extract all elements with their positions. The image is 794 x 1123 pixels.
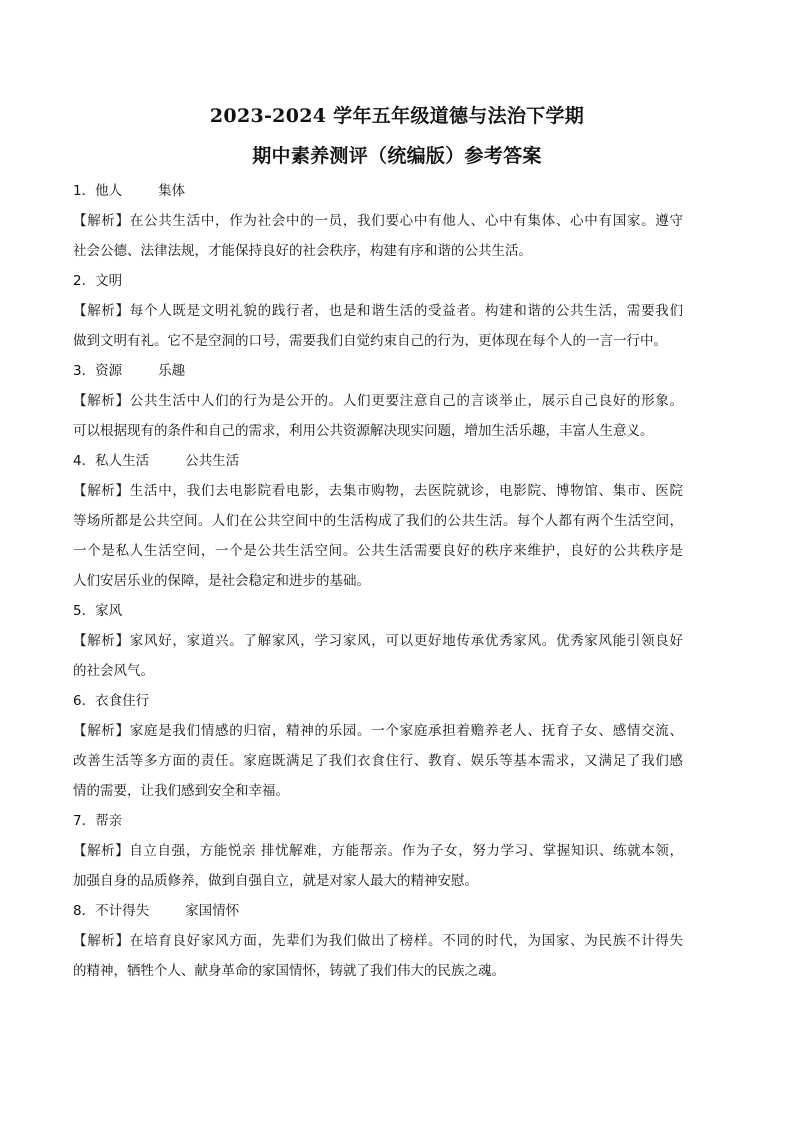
answer-text: 私人生活 bbox=[95, 453, 150, 469]
analysis-block bbox=[73, 476, 683, 596]
answer-text: 帮亲 bbox=[95, 813, 123, 829]
answer-row bbox=[73, 806, 683, 836]
answer-text: 资源 bbox=[95, 363, 123, 379]
analysis-line: 的精神，牺牲个人、献身革命的家国情怀，铸就了我们伟大的民族之魂。 bbox=[73, 963, 505, 979]
answer-row bbox=[73, 896, 683, 926]
analysis-line: 情的需要，让我们感到安全和幸福。 bbox=[73, 783, 289, 799]
answer-text: 不计得失 bbox=[95, 903, 150, 919]
answer-number: 6． bbox=[73, 693, 96, 709]
answer-number: 3． bbox=[73, 363, 96, 379]
answer-number: 4． bbox=[73, 453, 96, 469]
document-title-line2: 期中素养测评（统编版）参考答案 bbox=[252, 145, 542, 167]
answer-list bbox=[0, 176, 683, 986]
analysis-line: 【解析】每个人既是文明礼貌的践行者，也是和谐生活的受益者。构建和谐的公共生活，需要我们 bbox=[73, 303, 683, 319]
analysis-block bbox=[73, 296, 683, 356]
analysis-block bbox=[73, 716, 683, 806]
answer-row bbox=[73, 446, 683, 476]
analysis-line: 【解析】生活中，我们去电影院看电影，去集市购物，去医院就诊，电影院、博物馆、集市、医院 bbox=[73, 483, 683, 499]
answer-number: 8． bbox=[73, 903, 96, 919]
analysis-line: 【解析】自立自强，方能悦亲 排忧解难，方能帮亲。作为子女，努力学习、掌握知识、练就本领， bbox=[73, 843, 683, 859]
answer-text: 文明 bbox=[95, 273, 123, 289]
analysis-line: 可以根据现有的条件和自己的需求，利用公共资源解决现实问题，增加生活乐趣，丰富人生意义。 bbox=[73, 423, 654, 439]
analysis-line: 等场所都是公共空间。人们在公共空间中的生活构成了我们的公共生活。每个人都有两个生活空间， bbox=[73, 513, 683, 529]
analysis-line: 改善生活等多方面的责任。家庭既满足了我们衣食住行、教育、娱乐等基本需求，又满足了我们感 bbox=[73, 753, 683, 769]
analysis-line: 做到文明有礼。它不是空洞的口号，需要我们自觉约束自己的行为，更体现在每个人的一言一行中。 bbox=[73, 333, 667, 349]
analysis-line: 【解析】在培育良好家风方面，先辈们为我们做出了榜样。不同的时代，为国家、为民族不计得失 bbox=[73, 933, 683, 949]
answer-text: 衣食住行 bbox=[95, 693, 150, 709]
answer-number: 2． bbox=[73, 273, 96, 289]
answer-number: 5． bbox=[73, 603, 96, 619]
analysis-line: 【解析】公共生活中人们的行为是公开的。人们更要注意自己的言谈举止，展示自己良好的形象。 bbox=[73, 393, 683, 409]
answer-text: 他人 bbox=[95, 183, 123, 199]
answer-text: 公共生活 bbox=[185, 453, 240, 469]
analysis-line: 一个是私人生活空间，一个是公共生活空间。公共生活需要良好的秩序来维护，良好的公共秩序是 bbox=[73, 543, 683, 559]
analysis-line: 社会公德、法律法规，才能保持良好的社会秩序，构建有序和谐的公共生活。 bbox=[73, 243, 532, 259]
analysis-line: 的社会风气。 bbox=[73, 663, 154, 679]
analysis-block bbox=[73, 926, 683, 986]
answer-row bbox=[73, 266, 683, 296]
analysis-block bbox=[73, 386, 683, 446]
answer-row bbox=[73, 356, 683, 386]
answer-text: 乐趣 bbox=[158, 363, 186, 379]
answer-number: 7． bbox=[73, 813, 96, 829]
answer-text: 家国情怀 bbox=[185, 903, 240, 919]
answer-row bbox=[73, 596, 683, 626]
document-title-line1: 2023-2024 学年五年级道德与法治下学期 bbox=[209, 105, 585, 127]
answer-text: 家风 bbox=[95, 603, 123, 619]
analysis-line: 加强自身的品质修养，做到自强自立，就是对家人最大的精神安慰。 bbox=[73, 873, 478, 889]
analysis-block bbox=[73, 626, 683, 686]
answer-text: 集体 bbox=[158, 183, 186, 199]
analysis-line: 【解析】在公共生活中，作为社会中的一员，我们要心中有他人、心中有集体、心中有国家。遵守 bbox=[73, 213, 683, 229]
answer-number: 1． bbox=[73, 183, 96, 199]
analysis-block bbox=[73, 836, 683, 896]
answer-row bbox=[73, 176, 683, 206]
answer-row bbox=[73, 686, 683, 716]
analysis-line: 【解析】家庭是我们情感的归宿，精神的乐园。一个家庭承担着赡养老人、抚育子女、感情交流、 bbox=[73, 723, 683, 739]
analysis-block bbox=[73, 206, 683, 266]
analysis-line: 【解析】家风好，家道兴。了解家风，学习家风，可以更好地传承优秀家风。优秀家风能引领良好 bbox=[73, 633, 683, 649]
analysis-line: 人们安居乐业的保障，是社会稳定和进步的基础。 bbox=[73, 573, 370, 589]
